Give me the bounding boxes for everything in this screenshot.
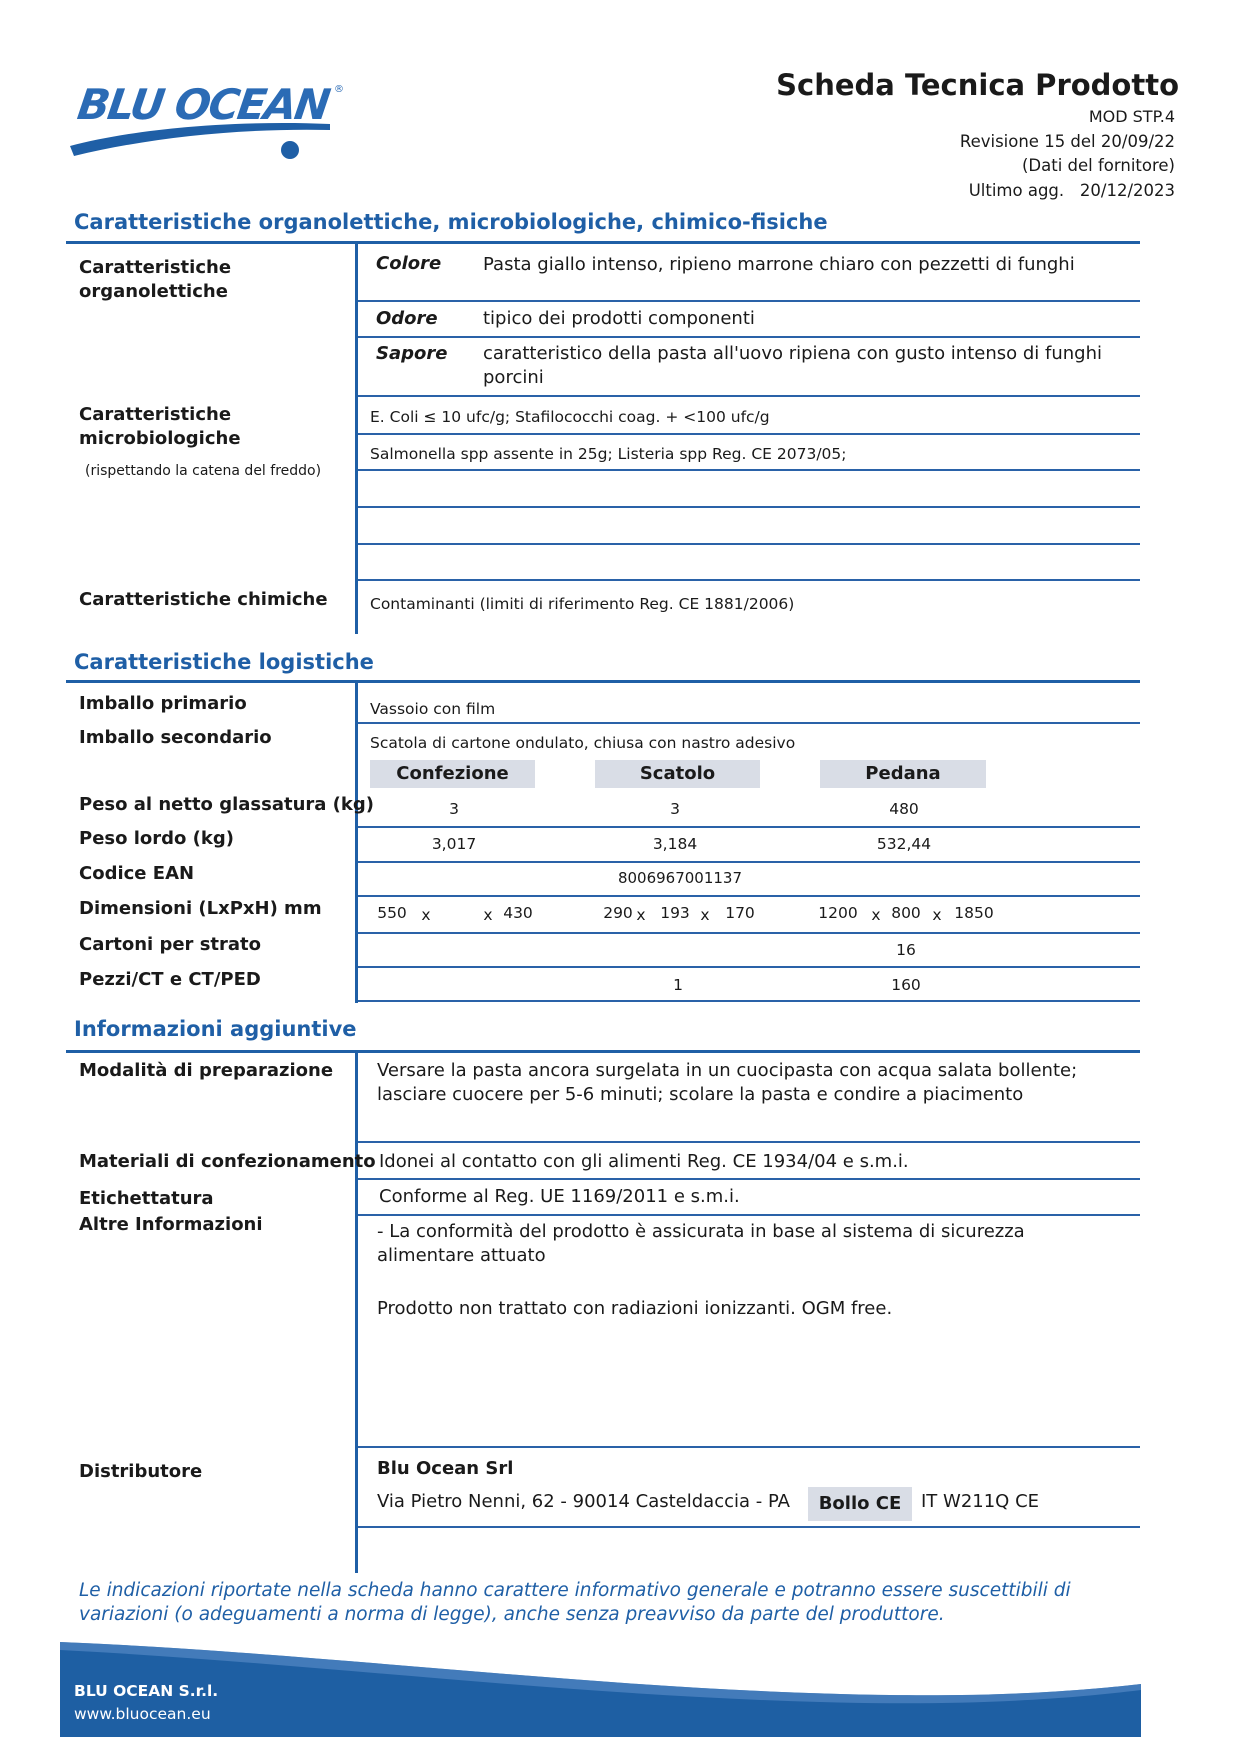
row-divider <box>358 1446 1140 1448</box>
dim-scat-p: 193 <box>660 904 690 922</box>
revision: Revisione 15 del 20/09/22 <box>959 132 1175 151</box>
micro-note: (rispettando la catena del freddo) <box>85 463 322 479</box>
dim-scat-h: 170 <box>725 904 755 922</box>
cartoni-value: 16 <box>896 941 916 959</box>
column-divider <box>355 1053 358 1573</box>
dim-ped-l: 1200 <box>818 904 858 922</box>
chim-value: Contaminanti (limiti di riferimento Reg. CE 1881/2006) <box>370 595 795 613</box>
imballo-primario-label: Imballo primario <box>79 693 247 714</box>
ean-value: 8006967001137 <box>617 869 743 887</box>
data-source: (Dati del fornitore) <box>1021 156 1175 175</box>
logo-text: BLU OCEAN <box>74 80 332 129</box>
cartoni-label: Cartoni per strato <box>79 934 262 955</box>
row-divider <box>358 1526 1140 1528</box>
pezzi-label: Pezzi/CT e CT/PED <box>79 969 261 990</box>
chim-label: Caratteristiche chimiche <box>79 589 328 610</box>
peso-netto-label: Peso al netto glassatura (kg) <box>79 794 374 815</box>
col-header-confezione: Confezione <box>370 760 535 788</box>
last-update <box>969 181 1175 200</box>
dimensioni-label: Dimensioni (LxPxH) mm <box>79 898 322 919</box>
row-divider <box>358 395 1140 397</box>
footer-company: BLU OCEAN S.r.l. <box>74 1682 219 1700</box>
document-title: Scheda Tecnica Prodotto <box>776 68 1179 102</box>
peso-lordo-label: Peso lordo (kg) <box>79 828 234 849</box>
last-update-label: Ultimo agg. <box>968 181 1065 200</box>
dim-sep: x <box>421 906 431 924</box>
odore-value: tipico dei prodotti componenti <box>483 308 755 329</box>
micro-value-1: E. Coli ≤ 10 ufc/g; Stafilococchi coag. + <100 ufc/g <box>370 408 770 426</box>
row-divider <box>358 722 1140 724</box>
peso-lordo-confezione: 3,017 <box>431 835 477 853</box>
dim-sep: x <box>700 906 710 924</box>
dim-sep: x <box>483 906 493 924</box>
colore-value: Pasta giallo intenso, ripieno marrone chiaro con pezzetti di funghi <box>483 254 1075 275</box>
logo <box>68 80 348 170</box>
distributore-name: Blu Ocean Srl <box>377 1458 514 1479</box>
row-divider <box>358 543 1140 545</box>
row-divider <box>358 1214 1140 1216</box>
peso-netto-pedana: 480 <box>889 800 919 818</box>
dim-sep: x <box>636 906 646 924</box>
row-divider <box>358 1000 1140 1002</box>
odore-key: Odore <box>376 308 438 329</box>
ean-label: Codice EAN <box>79 863 195 884</box>
ct-ped-value: 160 <box>891 976 921 994</box>
row-divider <box>358 1178 1140 1180</box>
dim-ped-h: 1850 <box>954 904 994 922</box>
section-informazioni-title: Informazioni aggiuntive <box>74 1017 357 1041</box>
row-divider <box>358 469 1140 471</box>
column-divider <box>355 244 358 634</box>
row-divider <box>358 506 1140 508</box>
materiali-label: Materiali di confezionamento <box>79 1151 376 1172</box>
section-divider <box>66 680 1140 683</box>
imballo-primario-value: Vassoio con film <box>370 700 496 718</box>
row-divider <box>358 861 1140 863</box>
bollo-ce-value: IT W211Q CE <box>921 1491 1040 1512</box>
dim-sep: x <box>871 906 881 924</box>
altre-info-value: - La conformità del prodotto è assicurata in base al sistema di sicurezza alimentare attuato <box>377 1221 1025 1266</box>
row-divider <box>358 895 1140 897</box>
micro-label: Caratteristiche microbiologiche <box>79 404 241 449</box>
footer-wave-band <box>60 1642 1141 1737</box>
row-divider <box>358 336 1140 338</box>
imballo-secondario-value: Scatola di cartone ondulato, chiusa con nastro adesivo <box>370 734 796 752</box>
peso-lordo-pedana: 532,44 <box>876 835 932 853</box>
section-divider <box>66 1050 1140 1053</box>
row-divider <box>358 966 1140 968</box>
micro-value-2: Salmonella spp assente in 25g; Listeria spp Reg. CE 2073/05; <box>370 445 847 463</box>
row-divider <box>358 1141 1140 1143</box>
etichettatura-value: Conforme al Reg. UE 1169/2011 e s.m.i. <box>379 1186 740 1207</box>
row-divider <box>358 579 1140 581</box>
section-organolettiche-title: Caratteristiche organolettiche, microbiologiche, chimico-fisiche <box>74 210 828 234</box>
mod-code: MOD STP.4 <box>1088 107 1175 126</box>
materiali-value: Idonei al contatto con gli alimenti Reg. CE 1934/04 e s.m.i. <box>379 1151 909 1172</box>
preparazione-label: Modalità di preparazione <box>79 1060 334 1081</box>
col-header-scatolo: Scatolo <box>595 760 760 788</box>
colore-key: Colore <box>376 253 442 274</box>
distributore-label: Distributore <box>79 1461 203 1482</box>
footer-website[interactable]: www.bluocean.eu <box>74 1705 211 1723</box>
pezzi-ct-value: 1 <box>673 976 683 994</box>
section-divider <box>66 241 1140 244</box>
dim-conf-h: 430 <box>503 904 533 922</box>
sapore-value: caratteristico della pasta all'uovo ripiena con gusto intenso di funghi porcini <box>483 343 1103 388</box>
last-update-date: 20/12/2023 <box>1079 181 1175 200</box>
peso-lordo-scatolo: 3,184 <box>652 835 698 853</box>
registered-mark: ® <box>334 84 344 95</box>
imballo-secondario-label: Imballo secondario <box>79 727 272 748</box>
etichettatura-label: Etichettatura <box>79 1188 214 1209</box>
dim-ped-p: 800 <box>891 904 921 922</box>
organo-label: Caratteristiche organolettiche <box>79 257 232 302</box>
dim-sep: x <box>932 906 942 924</box>
dim-conf-l: 550 <box>377 904 407 922</box>
sapore-key: Sapore <box>376 343 448 364</box>
row-divider <box>358 826 1140 828</box>
row-divider <box>358 433 1140 435</box>
bollo-ce-label: Bollo CE <box>808 1487 912 1521</box>
peso-netto-confezione: 3 <box>449 800 459 818</box>
disclaimer: Le indicazioni riportate nella scheda hanno carattere informativo generale e potranno essere suscettibili di variazioni (o adeguamenti a norma di legge), anche senza preavviso da parte del produttore. <box>79 1580 1071 1625</box>
peso-netto-scatolo: 3 <box>670 800 680 818</box>
altre-info-ogm: Prodotto non trattato con radiazioni ionizzanti. OGM free. <box>377 1298 893 1319</box>
altre-info-label: Altre Informazioni <box>79 1214 263 1235</box>
row-divider <box>358 932 1140 934</box>
column-divider <box>355 683 358 1003</box>
col-header-pedana: Pedana <box>820 760 986 788</box>
preparazione-value: Versare la pasta ancora surgelata in un cuocipasta con acqua salata bollente; lasciare cuocere per 5-6 minuti; scolare la pasta e condire a piacimento <box>377 1060 1078 1105</box>
section-logistiche-title: Caratteristiche logistiche <box>74 650 374 674</box>
row-divider <box>358 300 1140 302</box>
distributore-address: Via Pietro Nenni, 62 - 90014 Casteldaccia - PA <box>377 1491 790 1512</box>
dim-scat-l: 290 <box>603 904 633 922</box>
